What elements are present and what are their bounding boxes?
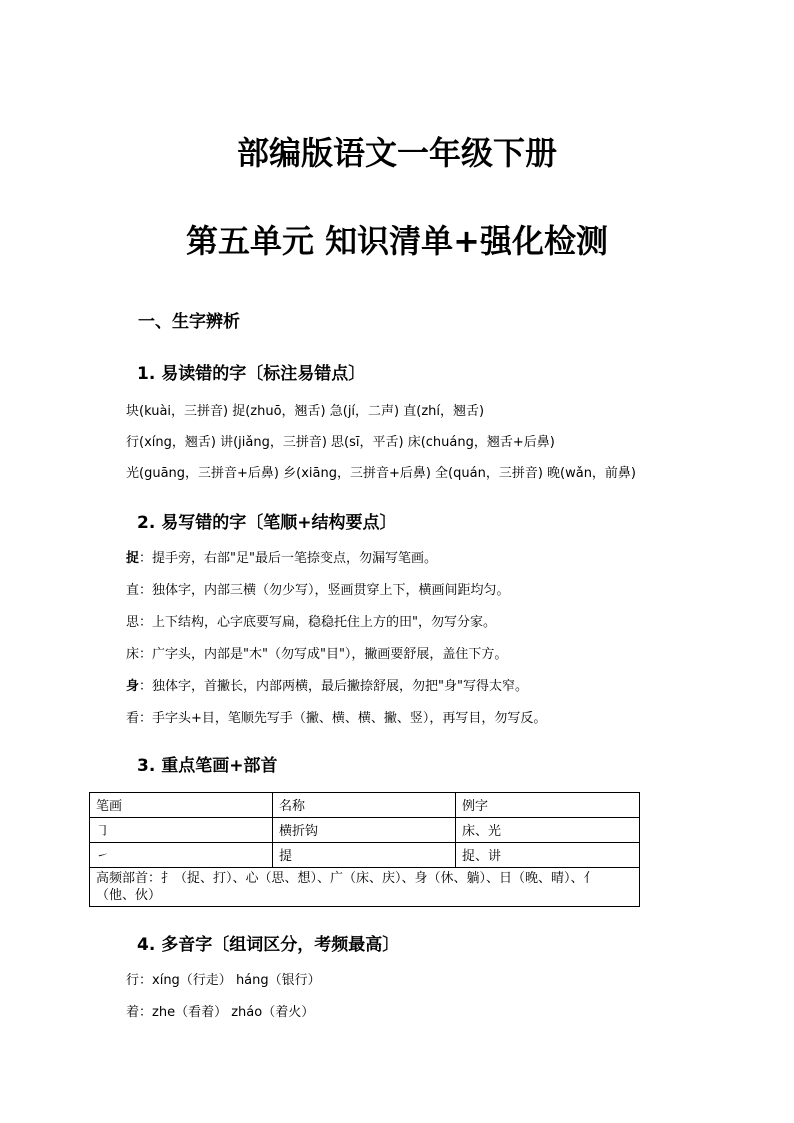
table-cell: ㇀ (90, 843, 273, 868)
tip-char: 捉 (126, 551, 140, 566)
table-cell: 提 (273, 843, 456, 868)
table-header: 名称 (273, 793, 456, 818)
polyphone-text: ：xíng（行走） háng（银行） (139, 973, 321, 988)
polyphone-text: ：zhe（看着） zháo（着火） (139, 1005, 315, 1020)
pinyin-line: 块(kuài，三拼音) 捉(zhuō，翘舌) 急(jí，二声) 直(zhí，翘舌) (126, 404, 485, 419)
writing-tip (126, 547, 437, 566)
subsection-heading-1: 1. 易读错的字〔标注易错点〕 (137, 364, 366, 384)
table-header: 例字 (456, 793, 640, 818)
writing-tip (126, 611, 496, 630)
tip-char: 床 (126, 647, 140, 662)
strokes-table (89, 792, 640, 907)
table-header-row (90, 793, 640, 818)
subsection-heading-2: 2. 易写错的字〔笔顺+结构要点〕 (137, 513, 397, 533)
pinyin-line: 光(guāng，三拼音+后鼻) 乡(xiāng，三拼音+后鼻) 全(quán，三拼音) 晚(wǎn，前鼻) (126, 466, 637, 481)
writing-tip (126, 643, 507, 662)
subsection-heading-3: 3. 重点笔画+部首 (137, 756, 278, 776)
table-cell: 捉、讲 (456, 843, 640, 868)
tip-char: 直 (126, 583, 140, 598)
polyphone-char: 行 (126, 973, 140, 988)
writing-tip (126, 579, 510, 598)
table-footer-row (90, 868, 640, 907)
writing-tip (126, 675, 528, 694)
table-row (90, 818, 640, 843)
tip-text: ：广字头，内部是"木"（勿写成"目"），撇画要舒展，盖住下方。 (139, 647, 508, 662)
tip-text: ：上下结构，心字底要写扁，稳稳托住上方的田"，勿写分家。 (139, 615, 496, 630)
polyphone-line (126, 969, 321, 988)
document-title: 部编版语文一年级下册 (236, 134, 557, 172)
radicals-note: 高频部首：扌（捉、打）、心（思、想）、广（床、庆）、身（休、躺）、日（晚、晴）、亻（他、伙） (90, 868, 640, 907)
pinyin-line: 行(xíng，翘舌) 讲(jiǎng，三拼音) 思(sī，平舌) 床(chuáng，翘舌+后鼻) (126, 435, 555, 450)
polyphone-char: 着 (126, 1005, 140, 1020)
document-subtitle: 第五单元 知识清单+强化检测 (186, 222, 608, 260)
tip-text: ：手字头+目，笔顺先写手（撇、横、横、撇、竖），再写目，勿写反。 (139, 711, 547, 726)
table-cell: ㇆ (90, 818, 273, 843)
subsection-heading-4: 4. 多音字〔组词区分，考频最高〕 (137, 935, 400, 955)
table-cell: 横折钩 (273, 818, 456, 843)
table-row (90, 843, 640, 868)
tip-text: ：独体字，首撇长，内部两横，最后撇捺舒展，勿把"身"写得太窄。 (139, 679, 528, 694)
table-cell: 床、光 (456, 818, 640, 843)
tip-char: 思 (126, 615, 140, 630)
writing-tip (126, 707, 546, 726)
polyphone-line (126, 1001, 314, 1020)
tip-char: 看 (126, 711, 140, 726)
table-header: 笔画 (90, 793, 273, 818)
tip-text: ：提手旁，右部"足"最后一笔捺变点，勿漏写笔画。 (139, 551, 437, 566)
section-heading: 一、生字辨析 (138, 312, 240, 332)
tip-char: 身 (126, 679, 140, 694)
tip-text: ：独体字，内部三横（勿少写），竖画贯穿上下，横画间距均匀。 (139, 583, 510, 598)
